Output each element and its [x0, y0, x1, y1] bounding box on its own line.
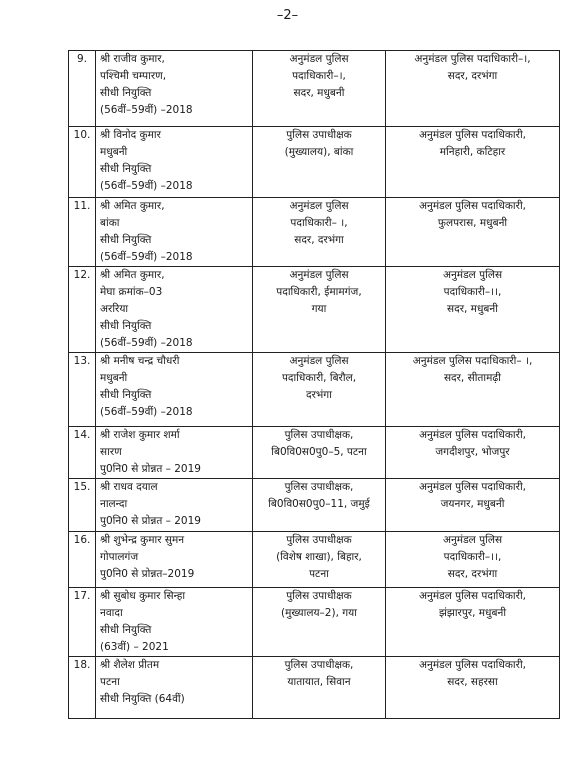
- from-cell: [253, 657, 386, 719]
- name-line: श्री अमित कुमार,: [100, 200, 165, 212]
- name-line: सीधी नियुक्ति: [100, 234, 152, 246]
- from-line: पुलिस उपाधीक्षक,: [284, 429, 354, 441]
- name-line: पु0नि0 से प्रोन्नत – 2019: [100, 463, 201, 475]
- to-line: अनुमंडल पुलिस पदाधिकारी– ।,: [412, 355, 533, 367]
- name-line: गोपालगंज: [100, 551, 139, 563]
- to-cell: [386, 127, 560, 198]
- to-cell: [386, 657, 560, 719]
- table-row: [69, 198, 560, 267]
- from-line: (विशेष शाखा), बिहार,: [276, 551, 362, 563]
- to-cell: [386, 198, 560, 267]
- from-cell: [253, 588, 386, 657]
- serial-number-cell: 18.: [69, 657, 96, 719]
- to-line: मनिहारी, कटिहार: [439, 146, 506, 158]
- from-line: पदाधिकारी, बिरौल,: [281, 372, 357, 384]
- to-line: अनुमंडल पुलिस पदाधिकारी,: [418, 590, 526, 602]
- name-line: श्री राजीव कुमार,: [100, 53, 165, 65]
- name-line: पु0नि0 से प्रोन्नत – 2019: [100, 515, 201, 527]
- to-line: अनुमंडल पुलिस पदाधिकारी–।,: [414, 53, 531, 65]
- name-line: सीधी नियुक्ति: [100, 163, 152, 175]
- to-cell: [386, 353, 560, 427]
- to-line: अनुमंडल पुलिस: [442, 534, 503, 546]
- from-line: पुलिस उपाधीक्षक,: [284, 481, 354, 493]
- name-line: मधुबनी: [100, 146, 128, 158]
- name-line: पश्चिमी चम्पारण,: [100, 70, 167, 82]
- from-cell: [253, 532, 386, 588]
- name-line: सीधी नियुक्ति: [100, 87, 152, 99]
- table-row: [69, 427, 560, 479]
- name-line: (56वीं–59वीं) –2018: [100, 180, 193, 192]
- to-line: अनुमंडल पुलिस पदाधिकारी,: [418, 129, 526, 141]
- from-line: पदाधिकारी–।,: [292, 70, 346, 82]
- from-cell: [253, 427, 386, 479]
- serial-number-cell: 16.: [69, 532, 96, 588]
- table-row: [69, 532, 560, 588]
- name-line: मधुबनी: [100, 372, 128, 384]
- from-cell: [253, 127, 386, 198]
- to-line: झंझारपुर, मधुबनी: [438, 607, 507, 619]
- name-line: सीधी नियुक्ति: [100, 389, 152, 401]
- table-row: [69, 588, 560, 657]
- name-line: (56वीं–59वीं) –2018: [100, 104, 193, 116]
- name-line: श्री शैलेश प्रीतम: [100, 659, 160, 671]
- from-line: पुलिस उपाधीक्षक,: [284, 659, 354, 671]
- from-line: अनुमंडल पुलिस: [289, 355, 349, 367]
- name-line: श्री शुभेन्द्र कुमार सुमन: [100, 534, 185, 546]
- serial-number-cell: 14.: [69, 427, 96, 479]
- name-line: सारण: [100, 446, 122, 458]
- name-cell: [96, 267, 253, 353]
- from-line: (मुख्यालय–2), गया: [281, 607, 357, 619]
- name-line: मेघा क्रमांक–03: [100, 286, 163, 298]
- table-row: [69, 479, 560, 532]
- from-line: दरभंगा: [306, 389, 332, 401]
- to-line: अनुमंडल पुलिस: [442, 269, 503, 281]
- serial-number-cell: 13.: [69, 353, 96, 427]
- name-line: (63वीं) – 2021: [100, 641, 169, 653]
- table-row: [69, 353, 560, 427]
- name-cell: [96, 427, 253, 479]
- from-cell: [253, 479, 386, 532]
- from-line: यातायात, सिवान: [287, 676, 351, 688]
- from-line: बि0वि0स0पु0–5, पटना: [271, 446, 367, 458]
- name-cell: [96, 479, 253, 532]
- name-line: श्री सुबोध कुमार सिन्हा: [100, 590, 186, 602]
- serial-number-cell: 9.: [69, 51, 96, 127]
- to-line: जगदीशपुर, भोजपुर: [435, 446, 510, 458]
- name-line: (56वीं–59वीं) –2018: [100, 337, 193, 349]
- to-cell: [386, 479, 560, 532]
- serial-number-cell: 12.: [69, 267, 96, 353]
- to-line: अनुमंडल पुलिस पदाधिकारी,: [418, 429, 526, 441]
- name-line: (56वीं–59वीं) –2018: [100, 251, 193, 263]
- transfer-table: [68, 50, 560, 719]
- serial-number-cell: 11.: [69, 198, 96, 267]
- from-cell: [253, 198, 386, 267]
- from-line: अनुमंडल पुलिस: [289, 200, 349, 212]
- to-cell: [386, 427, 560, 479]
- name-line: सीधी नियुक्ति (64वीं): [100, 693, 185, 705]
- from-line: अनुमंडल पुलिस: [289, 269, 349, 281]
- from-line: गया: [311, 303, 327, 315]
- page-number: –2–: [276, 8, 299, 23]
- name-line: बांका: [100, 217, 120, 229]
- name-line: पटना: [100, 676, 120, 688]
- to-line: जयनगर, मधुबनी: [440, 498, 505, 510]
- to-line: अनुमंडल पुलिस पदाधिकारी,: [418, 659, 526, 671]
- name-line: श्री राधव दयाल: [100, 481, 158, 493]
- name-cell: [96, 588, 253, 657]
- name-line: श्री विनोद कुमार: [100, 129, 161, 141]
- to-line: सदर, मधुबनी: [447, 303, 498, 315]
- to-cell: [386, 588, 560, 657]
- from-line: सदर, दरभंगा: [294, 234, 344, 246]
- name-cell: [96, 532, 253, 588]
- name-cell: [96, 353, 253, 427]
- to-cell: [386, 51, 560, 127]
- name-line: सीधी नियुक्ति: [100, 624, 152, 636]
- from-line: पुलिस उपाधीक्षक: [286, 590, 352, 602]
- name-cell: [96, 51, 253, 127]
- name-cell: [96, 657, 253, 719]
- to-line: सदर, सीतामढ़ी: [443, 372, 502, 384]
- table-row: [69, 127, 560, 198]
- transfer-table-body: [69, 51, 560, 719]
- name-line: श्री मनीष चन्द्र चौधरी: [100, 355, 180, 367]
- name-line: सीधी नियुक्ति: [100, 320, 152, 332]
- name-line: पु0नि0 से प्रोन्नत–2019: [100, 568, 195, 580]
- to-line: पदाधिकारी–।।,: [443, 286, 502, 298]
- name-cell: [96, 198, 253, 267]
- name-line: नालन्दा: [100, 498, 128, 510]
- table-row: [69, 657, 560, 719]
- serial-number-cell: 10.: [69, 127, 96, 198]
- to-line: पदाधिकारी–।।,: [443, 551, 502, 563]
- from-line: सदर, मधुबनी: [293, 87, 345, 99]
- to-line: सदर, सहरसा: [447, 676, 498, 688]
- name-line: नवादा: [100, 607, 123, 619]
- from-cell: [253, 51, 386, 127]
- to-line: सदर, दरभंगा: [447, 568, 498, 580]
- serial-number-cell: 17.: [69, 588, 96, 657]
- from-line: पटना: [309, 568, 329, 580]
- to-line: अनुमंडल पुलिस पदाधिकारी,: [418, 481, 526, 493]
- from-line: अनुमंडल पुलिस: [289, 53, 349, 65]
- from-cell: [253, 267, 386, 353]
- to-line: सदर, दरभंगा: [447, 70, 498, 82]
- from-line: पदाधिकारी– ।,: [290, 217, 348, 229]
- to-cell: [386, 532, 560, 588]
- from-line: बि0वि0स0पु0–11, जमुई: [268, 498, 370, 510]
- name-line: अररिया: [100, 303, 129, 315]
- from-line: पुलिस उपाधीक्षक: [286, 129, 352, 141]
- to-cell: [386, 267, 560, 353]
- to-line: अनुमंडल पुलिस पदाधिकारी,: [418, 200, 526, 212]
- to-line: फुलपरास, मधुबनी: [437, 217, 508, 229]
- name-line: श्री अमित कुमार,: [100, 269, 165, 281]
- from-line: पुलिस उपाधीक्षक: [286, 534, 352, 546]
- serial-number-cell: 15.: [69, 479, 96, 532]
- table-row: [69, 51, 560, 127]
- from-line: (मुख्यालय), बांका: [284, 146, 354, 158]
- name-cell: [96, 127, 253, 198]
- from-cell: [253, 353, 386, 427]
- name-line: (56वीं–59वीं) –2018: [100, 406, 193, 418]
- name-line: श्री राजेश कुमार शर्मा: [100, 429, 180, 441]
- from-line: पदाधिकारी, ईमामगंज,: [276, 286, 362, 298]
- table-row: [69, 267, 560, 353]
